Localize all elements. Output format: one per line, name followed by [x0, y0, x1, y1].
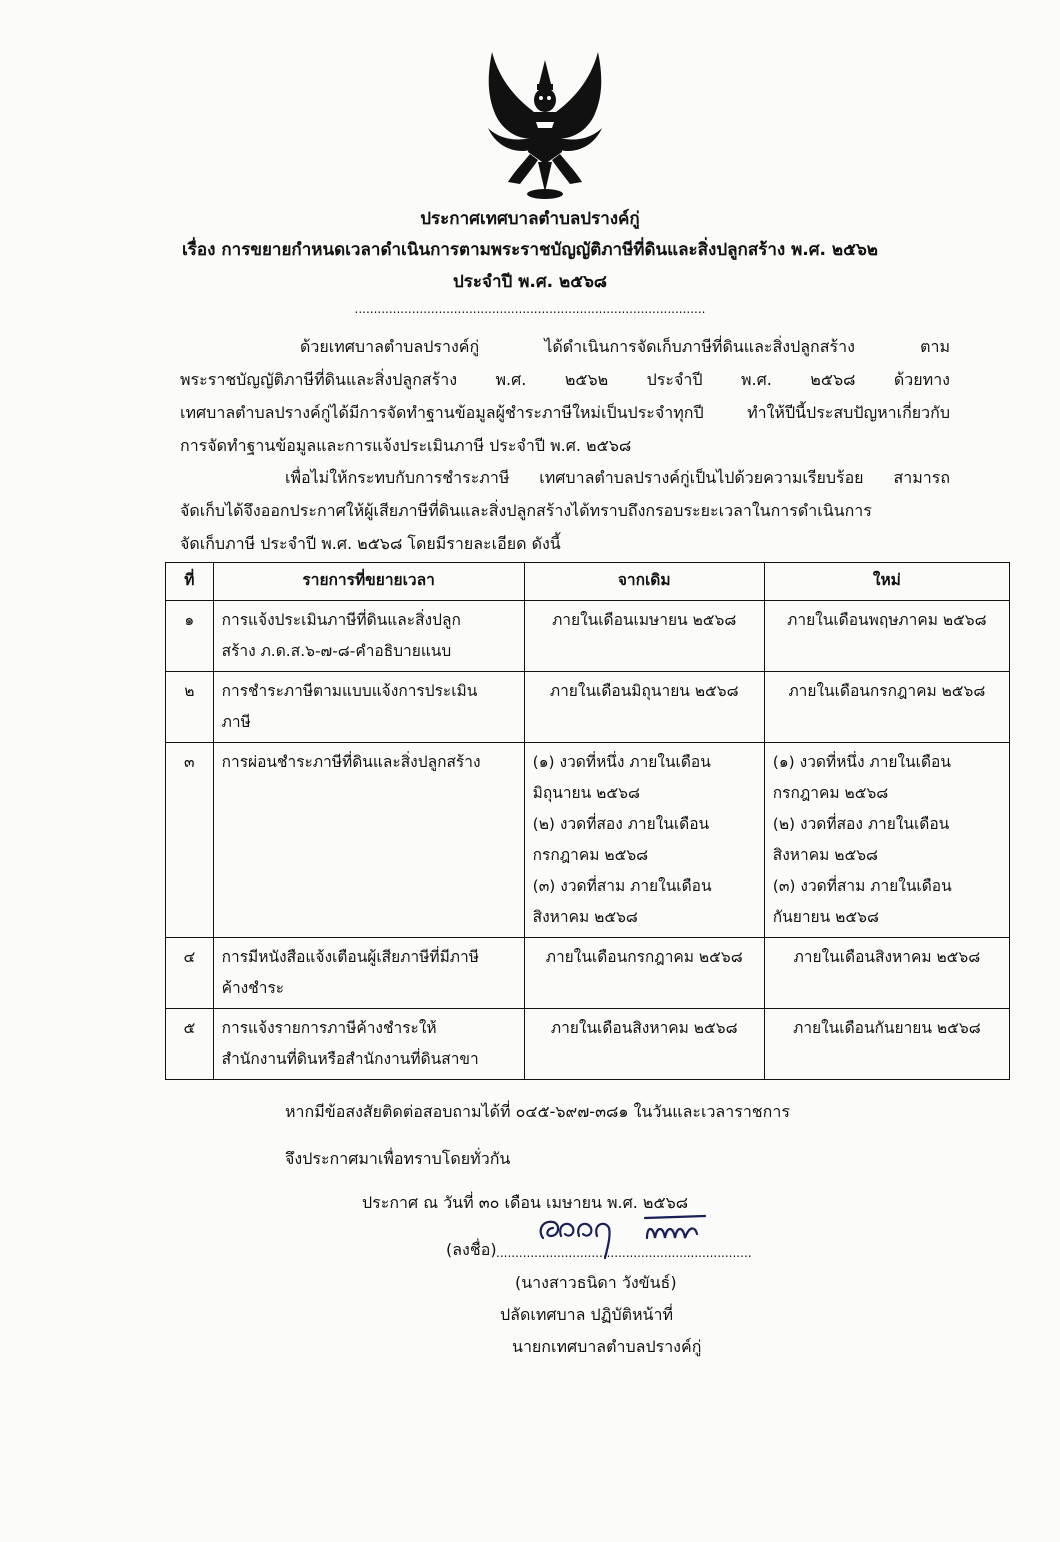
row-number: ๕: [166, 1009, 214, 1080]
cell-text: มิถุนายน ๒๕๖๘: [532, 784, 640, 802]
table-header-row: [166, 563, 1010, 601]
cell-text: ภายในเดือนสิงหาคม ๒๕๖๘: [793, 948, 981, 966]
cell-text: (๓) งวดที่สาม ภายในเดือน: [532, 877, 712, 895]
table-row: [166, 601, 1010, 672]
cell-text: ภายในเดือนสิงหาคม ๒๕๖๘: [550, 1019, 738, 1037]
cell-text: (๑) งวดที่หนึ่ง ภายในเดือน: [772, 753, 951, 771]
paragraph-2: [180, 461, 950, 560]
row-item: [213, 938, 524, 1009]
cell-text: กรกฎาคม ๒๕๖๘: [532, 846, 649, 864]
header-item: รายการที่ขยายเวลา: [213, 563, 524, 601]
row-from: [524, 672, 764, 743]
cell-text: (๒) งวดที่สอง ภายในเดือน: [532, 815, 710, 833]
cell-text: ภายในเดือนเมษายน ๒๕๖๘: [552, 611, 737, 629]
row-number: ๒: [166, 672, 214, 743]
cell-text: ภาษี: [221, 713, 251, 731]
row-number: ๑: [166, 601, 214, 672]
header-to: ใหม่: [764, 563, 1009, 601]
row-to: [764, 938, 1009, 1009]
contact-line: หากมีข้อสงสัยติดต่อสอบถามได้ที่ ๐๔๕-๖๙๗-๓๘๑ ในวันและเวลาราชการ: [285, 1102, 790, 1121]
paragraph-line: พระราชบัญญัติภาษีที่ดินและสิ่งปลูกสร้าง พ.ศ. ๒๕๖๒ ประจำปี พ.ศ. ๒๕๖๘ ด้วยทาง: [180, 370, 950, 389]
cell-text: (๒) งวดที่สอง ภายในเดือน: [772, 815, 950, 833]
row-from: [524, 1009, 764, 1080]
cell-text: การชำระภาษีตามแบบแจ้งการประเมิน: [221, 682, 478, 700]
table-row: [166, 1009, 1010, 1080]
row-to: [764, 672, 1009, 743]
paragraph-1: [180, 330, 950, 462]
signature-line: ...................................................................: [496, 1246, 752, 1260]
title-divider: ............................................................................................: [354, 302, 706, 316]
cell-text: การมีหนังสือแจ้งเตือนผู้เสียภาษีที่มีภาษี: [221, 948, 479, 966]
cell-text: ค้างชำระ: [221, 979, 285, 997]
handwritten-signature: [535, 1200, 725, 1260]
table-row: [166, 743, 1010, 938]
table-row: [166, 672, 1010, 743]
header-from: จากเดิม: [524, 563, 764, 601]
row-number: ๓: [166, 743, 214, 938]
announcement-year: ประจำปี พ.ศ. ๒๕๖๘: [452, 272, 608, 292]
row-to: [764, 1009, 1009, 1080]
paragraph-line: การจัดทำฐานข้อมูลและการแจ้งประเมินภาษี ประจำปี พ.ศ. ๒๕๖๘: [180, 436, 632, 455]
table-row: [166, 938, 1010, 1009]
cell-text: ภายในเดือนกันยายน ๒๕๖๘: [793, 1019, 981, 1037]
row-to: [764, 601, 1009, 672]
announcement-title: ประกาศเทศบาลตำบลปรางค์กู่: [420, 209, 640, 229]
cell-text: การแจ้งรายการภาษีค้างชำระให้: [221, 1019, 437, 1037]
cell-text: สำนักงานที่ดินหรือสำนักงานที่ดินสาขา: [221, 1050, 479, 1068]
cell-text: สิงหาคม ๒๕๖๘: [772, 846, 878, 864]
schedule-table: [165, 562, 1010, 1080]
cell-text: ภายในเดือนมิถุนายน ๒๕๖๘: [549, 682, 739, 700]
row-item: [213, 743, 524, 938]
cell-text: สิงหาคม ๒๕๖๘: [532, 908, 638, 926]
cell-text: กรกฎาคม ๒๕๖๘: [772, 784, 889, 802]
row-from: [524, 601, 764, 672]
row-from: [524, 938, 764, 1009]
row-from: [524, 743, 764, 938]
paragraph-line: ด้วยเทศบาลตำบลปรางค์กู่ ได้ดำเนินการจัดเก็บภาษีที่ดินและสิ่งปลูกสร้าง ตาม: [300, 337, 950, 356]
row-item: [213, 1009, 524, 1080]
header-no: ที่: [166, 563, 214, 601]
announcement-subject: เรื่อง การขยายกำหนดเวลาดำเนินการตามพระราชบัญญัติภาษีที่ดินและสิ่งปลูกสร้าง พ.ศ. ๒๕๖๒: [181, 240, 879, 260]
signer-position-2: นายกเทศบาลตำบลปรางค์กู่: [512, 1337, 702, 1356]
signer-position-1: ปลัดเทศบาล ปฏิบัติหน้าที่: [500, 1305, 674, 1324]
cell-text: การผ่อนชำระภาษีที่ดินและสิ่งปลูกสร้าง: [221, 753, 481, 771]
cell-text: กันยายน ๒๕๖๘: [772, 908, 879, 926]
cell-text: (๓) งวดที่สาม ภายในเดือน: [772, 877, 952, 895]
paragraph-line: จัดเก็บภาษี ประจำปี พ.ศ. ๒๕๖๘ โดยมีรายละเอียด ดังนี้: [180, 534, 561, 553]
cell-text: การแจ้งประเมินภาษีที่ดินและสิ่งปลูก: [221, 611, 461, 629]
signer-name: (นางสาวธนิดา วังขันธ์): [515, 1273, 677, 1292]
garuda-emblem-icon: [478, 42, 612, 202]
date-line: ประกาศ ณ วันที่ ๓๐ เดือน เมษายน พ.ศ. ๒๕๖๘: [362, 1193, 689, 1212]
cell-text: ภายในเดือนกรกฎาคม ๒๕๖๘: [545, 948, 743, 966]
row-item: [213, 601, 524, 672]
row-item: [213, 672, 524, 743]
paragraph-line: เพื่อไม่ให้กระทบกับการชำระภาษี เทศบาลตำบลปรางค์กู่เป็นไปด้วยความเรียบร้อย สามารถ: [285, 468, 950, 487]
announce-line: จึงประกาศมาเพื่อทราบโดยทั่วกัน: [285, 1149, 511, 1168]
row-number: ๔: [166, 938, 214, 1009]
cell-text: ภายในเดือนกรกฎาคม ๒๕๖๘: [788, 682, 986, 700]
paragraph-line: เทศบาลตำบลปรางค์กู่ได้มีการจัดทำฐานข้อมูลผู้ชำระภาษีใหม่เป็นประจำทุกปี ทำให้ปีนี้ประสบปัญหาเกี่ยวกับ: [180, 403, 950, 422]
cell-text: (๑) งวดที่หนึ่ง ภายในเดือน: [532, 753, 711, 771]
cell-text: ภายในเดือนพฤษภาคม ๒๕๖๘: [787, 611, 987, 629]
cell-text: สร้าง ภ.ด.ส.๖-๗-๘-คำอธิบายแนบ: [221, 642, 452, 660]
sign-label: (ลงชื่อ): [446, 1240, 497, 1259]
paragraph-line: จัดเก็บได้จึงออกประกาศให้ผู้เสียภาษีที่ดินและสิ่งปลูกสร้างได้ทราบถึงกรอบระยะเวลาในการดำเนินการ: [180, 501, 872, 520]
row-to: [764, 743, 1009, 938]
